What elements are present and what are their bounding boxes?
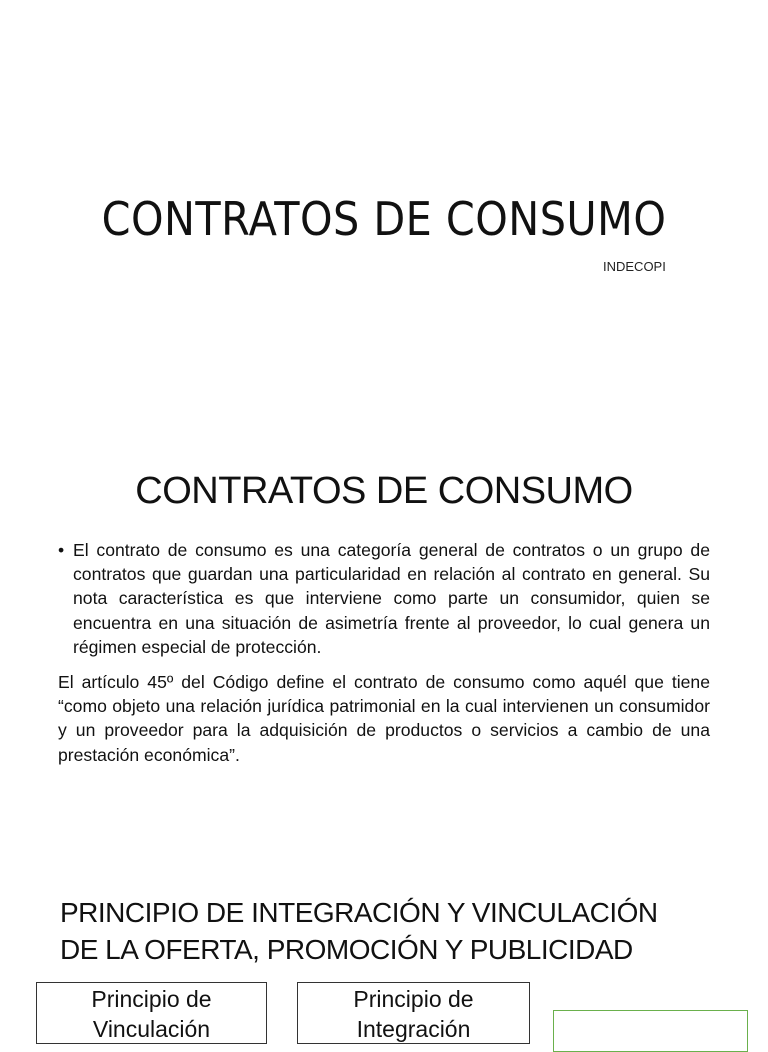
slide-heading-principio [60,894,740,968]
heading-line-1: PRINCIPIO DE INTEGRACIÓN Y VINCULACIÓN [60,897,658,928]
bullet-dot: • [58,540,65,560]
subtitle-indecopi: INDECOPI [603,259,666,274]
slide-principio [0,844,768,1042]
article-paragraph: El artículo 45º del Código define el contrato de consumo como aquél que tiene “como objeto una relación jurídica patrimonial en la cual intervienen un consumidor y un proveedor para la adquisición de productos o servicios a cambio de una prestación económica”. [58,672,710,765]
slide-title [0,0,768,384]
slide-heading: CONTRATOS DE CONSUMO [135,470,633,512]
box1-line-2: Vinculación [92,1016,211,1042]
slide-contratos [0,384,768,844]
heading-line-2: DE LA OFERTA, PROMOCIÓN Y PUBLICIDAD [60,934,633,965]
bullet-item [58,538,710,659]
box2-line-1: Principio de [353,986,474,1012]
bullet-text: El contrato de consumo es una categoría general de contratos o un grupo de contratos que guardan una particularidad en relación al contrato en general. Su nota característica es que interviene como parte un consumidor, quien se encuentra en una situación de asimetría frente al proveedor, lo cual genera un régimen especial de protección. [73,540,710,657]
box2-line-2: Integración [356,1016,471,1042]
slide-body [58,538,710,767]
box-principio-vinculacion [36,982,267,1044]
box-green-outline [553,1010,748,1052]
box1-line-1: Principio de [91,986,212,1012]
box-principio-integracion [297,982,530,1044]
main-title: CONTRATOS DE CONSUMO [101,192,667,246]
